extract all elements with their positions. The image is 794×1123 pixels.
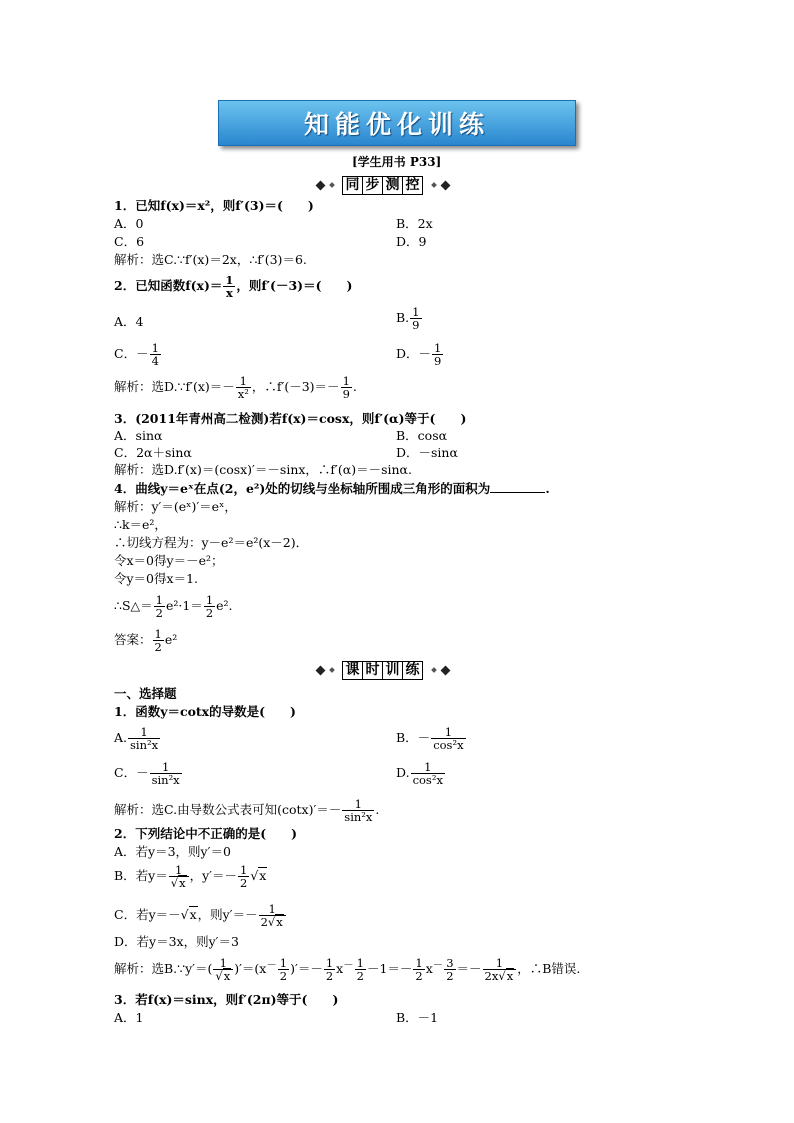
s2q3-option-b: B．－1 bbox=[396, 1010, 439, 1025]
header-char: 练 bbox=[402, 661, 423, 680]
diamond-icon bbox=[431, 182, 437, 188]
header-char: 步 bbox=[362, 176, 383, 195]
title-banner bbox=[218, 100, 576, 146]
diamond-icon bbox=[329, 667, 335, 673]
q1-option-c: C．6 bbox=[114, 234, 145, 249]
diamond-icon bbox=[441, 180, 451, 190]
q4-line5: 令y＝0得x＝1. bbox=[114, 571, 198, 586]
q1-option-a: A．0 bbox=[114, 216, 144, 231]
diamond-icon bbox=[316, 180, 326, 190]
q4-answer: 答案： $\frac{1}{2}$ e² bbox=[114, 627, 178, 654]
q1-stem: 1．已知f(x)＝x²，则f′(3)＝( ) bbox=[114, 198, 314, 213]
q2-option-a: A．4 bbox=[114, 314, 144, 329]
s2q3-option-a: A．1 bbox=[114, 1010, 144, 1025]
s2q1-option-b: B．－ $\frac{1}{\text{cos²x}}$ bbox=[396, 725, 464, 752]
q2-solution: 解析：选D.∵f′(x)＝－ $\frac{1}{\text{x²}}$ ，∴f′(－3)＝－ $\frac{1}{9}$ . bbox=[114, 374, 357, 401]
s2q1-option-a: A. $\frac{1}{\text{sin²x}}$ bbox=[114, 725, 159, 752]
s2q2-stem: 2．下列结论中不正确的是( ) bbox=[114, 826, 298, 841]
s2q1-stem: 1．函数y＝cotx的导数是( ) bbox=[114, 704, 296, 719]
q2-stem: 2．已知函数f(x)＝ $\frac{1}{x}$ ，则f′(－3)＝( ) bbox=[114, 273, 353, 300]
q3-option-d: D．－sinα bbox=[396, 445, 458, 460]
section-header-lesson bbox=[314, 660, 452, 680]
s2q2-option-a: A．若y＝3，则y′＝0 bbox=[114, 844, 231, 859]
diamond-icon bbox=[431, 667, 437, 673]
q3-option-b: B．cosα bbox=[396, 428, 448, 443]
q2-option-d: D．－ $\frac{1}{9}$ bbox=[396, 341, 442, 368]
s2q2-option-c: C．若y＝－√x，则y′＝－ $\frac{1}{2√x}$ bbox=[114, 903, 287, 928]
book-reference: [学生用书 P33] bbox=[352, 155, 442, 169]
q4-line6: ∴S△＝ $\frac{1}{2}$ e²·1＝ $\frac{1}{2}$ e². bbox=[114, 593, 233, 620]
q4-line1: 解析：y′＝(eˣ)′＝eˣ， bbox=[114, 499, 237, 514]
s2q2-solution: 解析：选B.∵y′＝( $\frac{1}{√x}$ )′＝(x－ $\frac{1}{2}$ )′＝－ $\frac{1}{2}$ x－ $\frac{1}{2}$ －1＝－ $\frac{1}{2}$ x－ $\frac{3}{2}$ ＝－ $\frac{1}{2x√x}$ ，∴B错误. bbox=[114, 956, 581, 984]
q4-line2: ∴k＝e²， bbox=[114, 517, 167, 532]
banner-text: 知能优化训练 bbox=[303, 110, 490, 139]
s2q1-option-c: C．－ $\frac{1}{\text{sin²x}}$ bbox=[114, 760, 180, 787]
header-char: 控 bbox=[402, 176, 423, 195]
q3-solution: 解析：选D.f′(x)＝(cosx)′＝－sinx，∴f′(α)＝－sinα. bbox=[114, 462, 412, 477]
s2q3-stem: 3．若f(x)＝sinx，则f′(2π)等于( ) bbox=[114, 992, 339, 1007]
header-char: 测 bbox=[382, 176, 403, 195]
diamond-icon bbox=[329, 182, 335, 188]
q1-option-d: D．9 bbox=[396, 234, 427, 249]
q4-stem: 4．曲线y＝eˣ在点(2，e²)处的切线与坐标轴所围成三角形的面积为 . bbox=[114, 481, 550, 496]
s2q2-option-d: D．若y＝3x，则y′＝3 bbox=[114, 934, 239, 949]
s2q2-option-b: B．若y＝ $\frac{1}{√x}$ ，y′＝－ $\frac{1}{2}$ √x bbox=[114, 863, 267, 890]
s2q1-option-d: D. $\frac{1}{\text{cos²x}}$ bbox=[396, 760, 443, 787]
diamond-icon bbox=[441, 665, 451, 675]
q3-option-c: C．2α＋sinα bbox=[114, 445, 192, 460]
diamond-icon bbox=[316, 665, 326, 675]
s2q1-solution: 解析：选C.由导数公式表可知(cotx)′＝－ $\frac{1}{\text{sin²x}}$ . bbox=[114, 797, 380, 824]
section-type: 一、选择题 bbox=[114, 686, 177, 701]
header-char: 同 bbox=[342, 176, 363, 195]
q2-option-c: C．－ $\frac{1}{4}$ bbox=[114, 341, 159, 368]
q3-option-a: A．sinα bbox=[114, 428, 163, 443]
q1-option-b: B．2x bbox=[396, 216, 433, 231]
header-char: 时 bbox=[362, 661, 383, 680]
q4-line3: ∴切线方程为：y－e²＝e²(x－2)． bbox=[114, 535, 309, 550]
q4-line4: 令x＝0得y＝－e²； bbox=[114, 553, 224, 568]
header-char: 课 bbox=[342, 661, 363, 680]
q3-stem: 3．(2011年青州高二检测)若f(x)＝cosx，则f′(α)等于( ) bbox=[114, 411, 467, 426]
section-header-sync bbox=[314, 175, 452, 195]
header-char: 训 bbox=[382, 661, 403, 680]
q2-option-b: B. $\frac{1}{9}$ bbox=[396, 305, 420, 332]
q1-solution: 解析：选C.∵f′(x)＝2x，∴f′(3)＝6. bbox=[114, 252, 307, 267]
